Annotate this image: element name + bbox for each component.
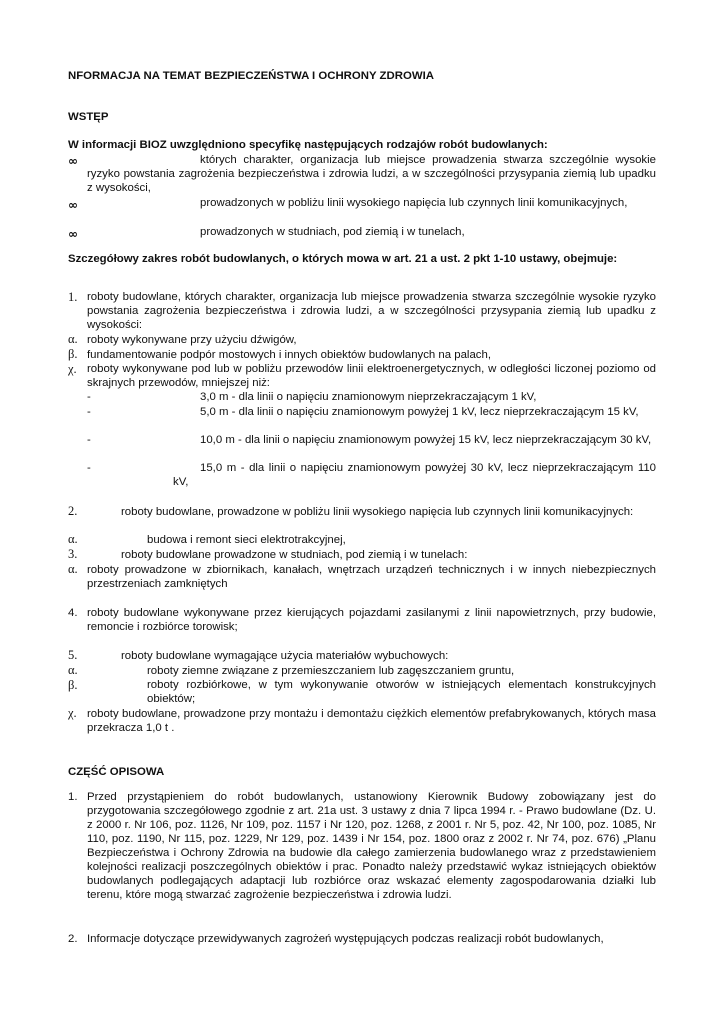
list-marker: χ.	[68, 706, 77, 720]
dash-marker: -	[87, 462, 91, 474]
intro-bullet-3: prowadzonych w studniach, pod ziemią i w tunelach,	[200, 226, 465, 238]
distance-line-2: 5,0 m - dla linii o napięciu znamionowym powyżej 1 kV, lecz nieprzekraczającym 15 kV,	[200, 406, 639, 418]
document-title: NFORMACJA NA TEMAT BEZPIECZEŃSTWA I OCHRONY ZDROWIA	[68, 70, 434, 82]
scope-item-5b: roboty rozbiórkowe, w tym wykonywanie otworów w istniejących elementach konstrukcyjnych obiektów;	[147, 679, 656, 705]
list-marker: 2.	[68, 933, 78, 945]
list-marker: 4.	[68, 607, 78, 619]
bullet-icon: ∞	[68, 154, 78, 168]
list-marker: 5.	[68, 648, 78, 662]
scope-item-1c: roboty wykonywane pod lub w pobliżu przewodów linii elektroenergetycznych, w odległości liczonej poziomo od skrajnych przewodów, mniejszej niż:	[87, 363, 656, 389]
scope-item-4: roboty budowlane wykonywane przez kierujących pojazdami zasilanymi z linii napowietrznych, przy budowie, remoncie i rozbiórce torowisk;	[87, 607, 656, 633]
scope-item-3a: roboty prowadzone w zbiornikach, kanałach, wnętrzach urządzeń technicznych i w innych niebezpiecznych przestrzeniach zamkniętych	[87, 564, 656, 590]
list-marker: 2.	[68, 504, 78, 518]
bullet-icon: ∞	[68, 198, 78, 212]
list-marker: 1.	[68, 791, 78, 803]
dash-marker: -	[87, 434, 91, 446]
dash-marker: -	[87, 406, 91, 418]
intro-lead: W informacji BIOZ uwzględniono specyfikę następujących rodzajów robót budowlanych:	[68, 139, 548, 151]
scope-item-2a: budowa i remont sieci elektrotrakcyjnej,	[147, 534, 346, 546]
section-heading-intro: WSTĘP	[68, 111, 109, 123]
list-marker: α.	[68, 663, 78, 677]
descriptive-item-1: Przed przystąpieniem do robót budowlanych, ustanowiony Kierownik Budowy zobowiązany jest do przygotowania szczegółowego zgodnie z art. 21a ust. 3 ustawy z dnia 7 lipca 1994 r. - Prawo budowlane (Dz. U. z 2000 r. Nr 106, poz. 1126, Nr 109, poz. 1157 i Nr 120, poz. 1268, z 2001 r. Nr 5, poz. 42, Nr 100, poz. 1085, Nr 110, poz. 1190, Nr 115, poz. 1229, Nr 129, poz. 1439 i Nr 154, poz. 1800 oraz z 2002 r. Nr 74, poz. 676) „Planu Bezpieczeństwa i Ochrony Zdrowia na budowie dla całego zamierzenia budowlanego wraz z przedstawieniem kolejności realizacji poszczególnych obiektów i prac. Ponadto należy przedstawić wykaz istniejących obiektów budowlanych podlegających adaptacji lub rozbiórce oraz wskazać elementy zagospodarowania działki lub terenu, które mogą stwarzać zagrożenie bezpieczeństwa i zdrowia ludzi.	[87, 791, 656, 901]
list-marker: χ.	[68, 362, 77, 376]
list-marker: β.	[68, 678, 78, 692]
list-marker: 1.	[68, 290, 78, 304]
list-marker: α.	[68, 562, 78, 576]
list-marker: α.	[68, 532, 78, 546]
distance-line-3: 10,0 m - dla linii o napięciu znamionowym powyżej 15 kV, lecz nieprzekraczającym 30 kV,	[200, 434, 652, 446]
scope-item-5a: roboty ziemne związane z przemieszczaniem lub zagęszczaniem gruntu,	[147, 665, 515, 677]
scope-item-5: roboty budowlane wymagające użycia materiałów wybuchowych:	[121, 650, 449, 662]
scope-item-5c: roboty budowlane, prowadzone przy montażu i demontażu ciężkich elementów prefabrykowanych, których masa przekracza 1,0 t .	[87, 708, 656, 734]
scope-item-1: roboty budowlane, których charakter, organizacja lub miejsce prowadzenia stwarza szczególnie wysokie ryzyko powstania zagrożenia bezpieczeństwa i zdrowia ludzi, a w szczególności przysypania ziemią lub upadku z wysokości:	[87, 291, 656, 331]
list-marker: 3.	[68, 547, 78, 561]
scope-item-1a: roboty wykonywane przy użyciu dźwigów,	[87, 334, 297, 346]
scope-item-1b: fundamentowanie podpór mostowych i innych obiektów budowlanych na palach,	[87, 349, 491, 361]
descriptive-item-2: Informacje dotyczące przewidywanych zagrożeń występujących podczas realizacji robót budowlanych,	[87, 933, 604, 945]
list-marker: β.	[68, 347, 78, 361]
dash-marker: -	[87, 391, 91, 403]
scope-item-2: roboty budowlane, prowadzone w pobliżu linii wysokiego napięcia lub czynnych linii komunikacyjnych:	[121, 506, 634, 518]
intro-bullet-2: prowadzonych w pobliżu linii wysokiego napięcia lub czynnych linii komunikacyjnych,	[200, 197, 628, 209]
section-heading-descriptive: CZĘŚĆ OPISOWA	[68, 766, 165, 778]
bullet-icon: ∞	[68, 227, 78, 241]
distance-line-1: 3,0 m - dla linii o napięciu znamionowym nieprzekraczającym 1 kV,	[200, 391, 537, 403]
list-marker: α.	[68, 332, 78, 346]
intro-bullet-1: których charakter, organizacja lub miejsce prowadzenia stwarza szczególnie wysokie ryzyko powstania zagrożenia bezpieczeństwa i zdrowia ludzi, a w szczególności przysypania ziemią lub upadku z wysokości,	[87, 154, 656, 194]
scope-item-3: roboty budowlane prowadzone w studniach, pod ziemią i w tunelach:	[121, 549, 468, 561]
distance-line-4: 15,0 m - dla linii o napięciu znamionowym powyżej 30 kV, lecz nieprzekraczającym 110 kV,	[173, 462, 656, 488]
scope-heading: Szczegółowy zakres robót budowlanych, o których mowa w art. 21 a ust. 2 pkt 1-10 ustawy, obejmuje:	[68, 253, 618, 265]
